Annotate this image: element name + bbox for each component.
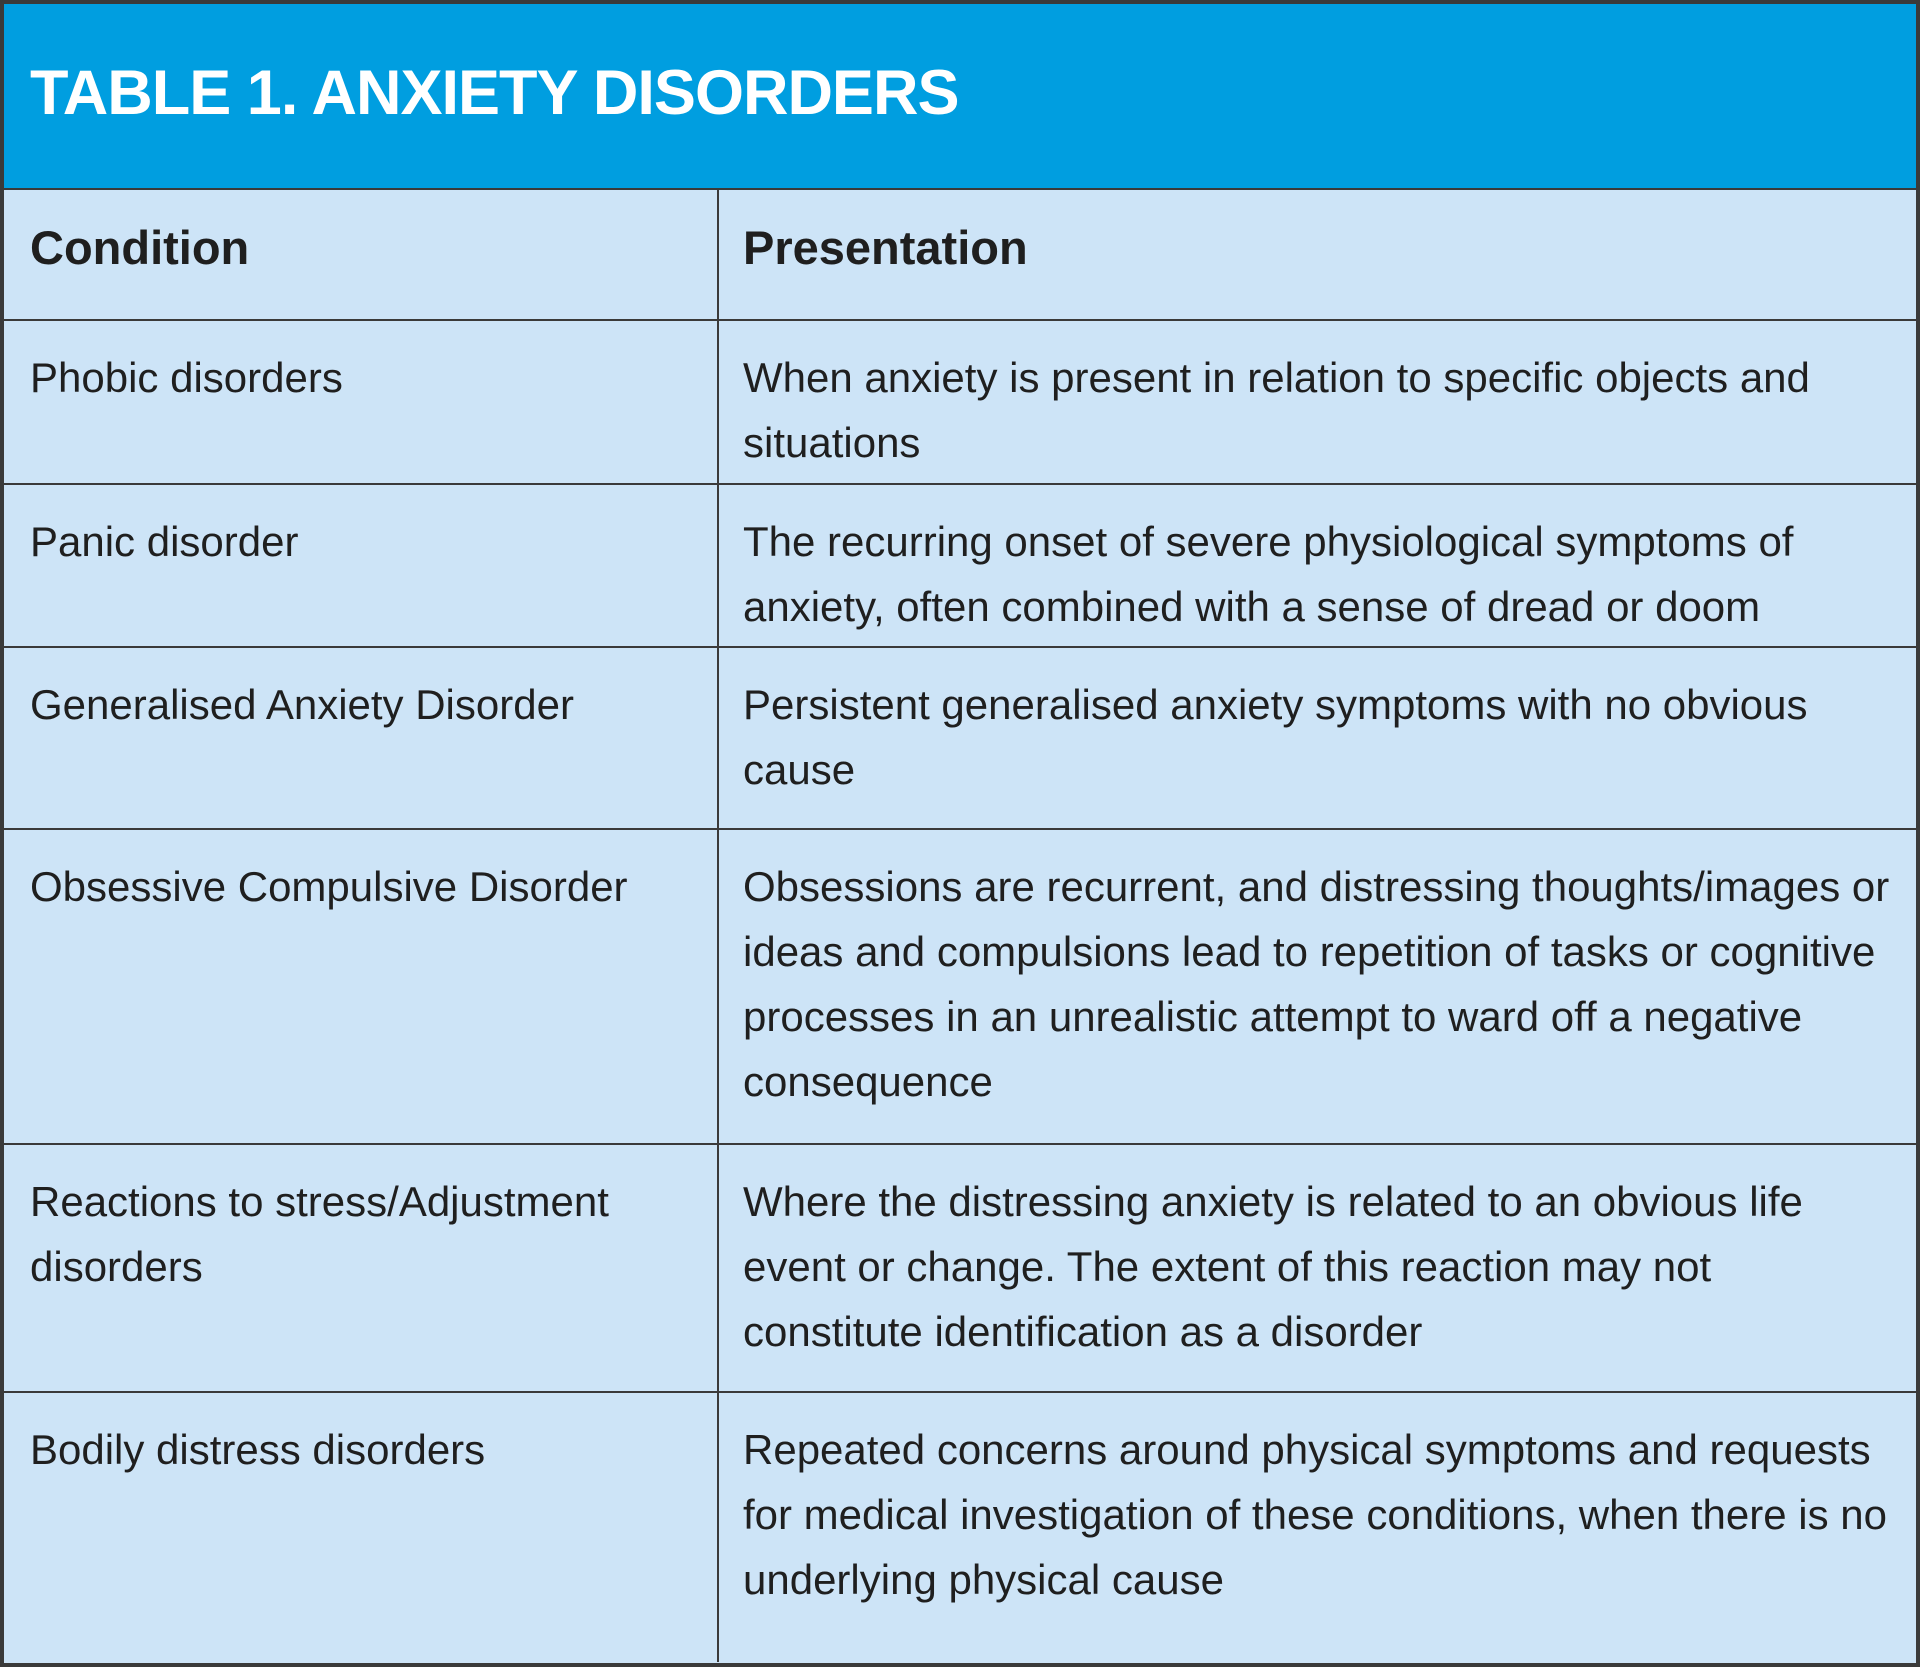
presentation-cell: Obsessions are recurrent, and distressing thoughts/images or ideas and compulsions lead to repetition of tasks or cognitive processes in an unrealistic attempt to ward off a negative consequence bbox=[718, 829, 1916, 1144]
table-row bbox=[4, 484, 1916, 647]
header-presentation: Presentation bbox=[718, 190, 1916, 320]
condition-cell: Reactions to stress/Adjustment disorders bbox=[4, 1144, 718, 1392]
presentation-cell: Persistent generalised anxiety symptoms with no obvious cause bbox=[718, 647, 1916, 829]
table-row bbox=[4, 647, 1916, 829]
table-row bbox=[4, 829, 1916, 1144]
presentation-cell: Where the distressing anxiety is related to an obvious life event or change. The extent of this reaction may not constitute identification as a disorder bbox=[718, 1144, 1916, 1392]
presentation-cell: Repeated concerns around physical symptoms and requests for medical investigation of these conditions, when there is no underlying physical cause bbox=[743, 1426, 1887, 1603]
presentation-cell: The recurring onset of severe physiological symptoms of anxiety, often combined with a sense of dread or doom bbox=[718, 484, 1916, 647]
condition-cell: Phobic disorders bbox=[4, 320, 718, 484]
condition-cell: Bodily distress disorders bbox=[4, 1392, 718, 1662]
table-row bbox=[4, 320, 1916, 484]
table-title: TABLE 1. ANXIETY DISORDERS bbox=[30, 58, 959, 128]
table-row bbox=[4, 1392, 1916, 1662]
condition-cell: Obsessive Compulsive Disorder bbox=[4, 829, 718, 1144]
presentation-cell: When anxiety is present in relation to specific objects and situations bbox=[718, 320, 1916, 484]
anxiety-disorders-table bbox=[4, 190, 1916, 1662]
condition-cell: Panic disorder bbox=[4, 484, 718, 647]
title-bar bbox=[4, 4, 1916, 190]
header-condition: Condition bbox=[4, 190, 718, 320]
table-row bbox=[4, 1144, 1916, 1392]
header-row bbox=[4, 190, 1916, 320]
condition-cell: Generalised Anxiety Disorder bbox=[4, 647, 718, 829]
